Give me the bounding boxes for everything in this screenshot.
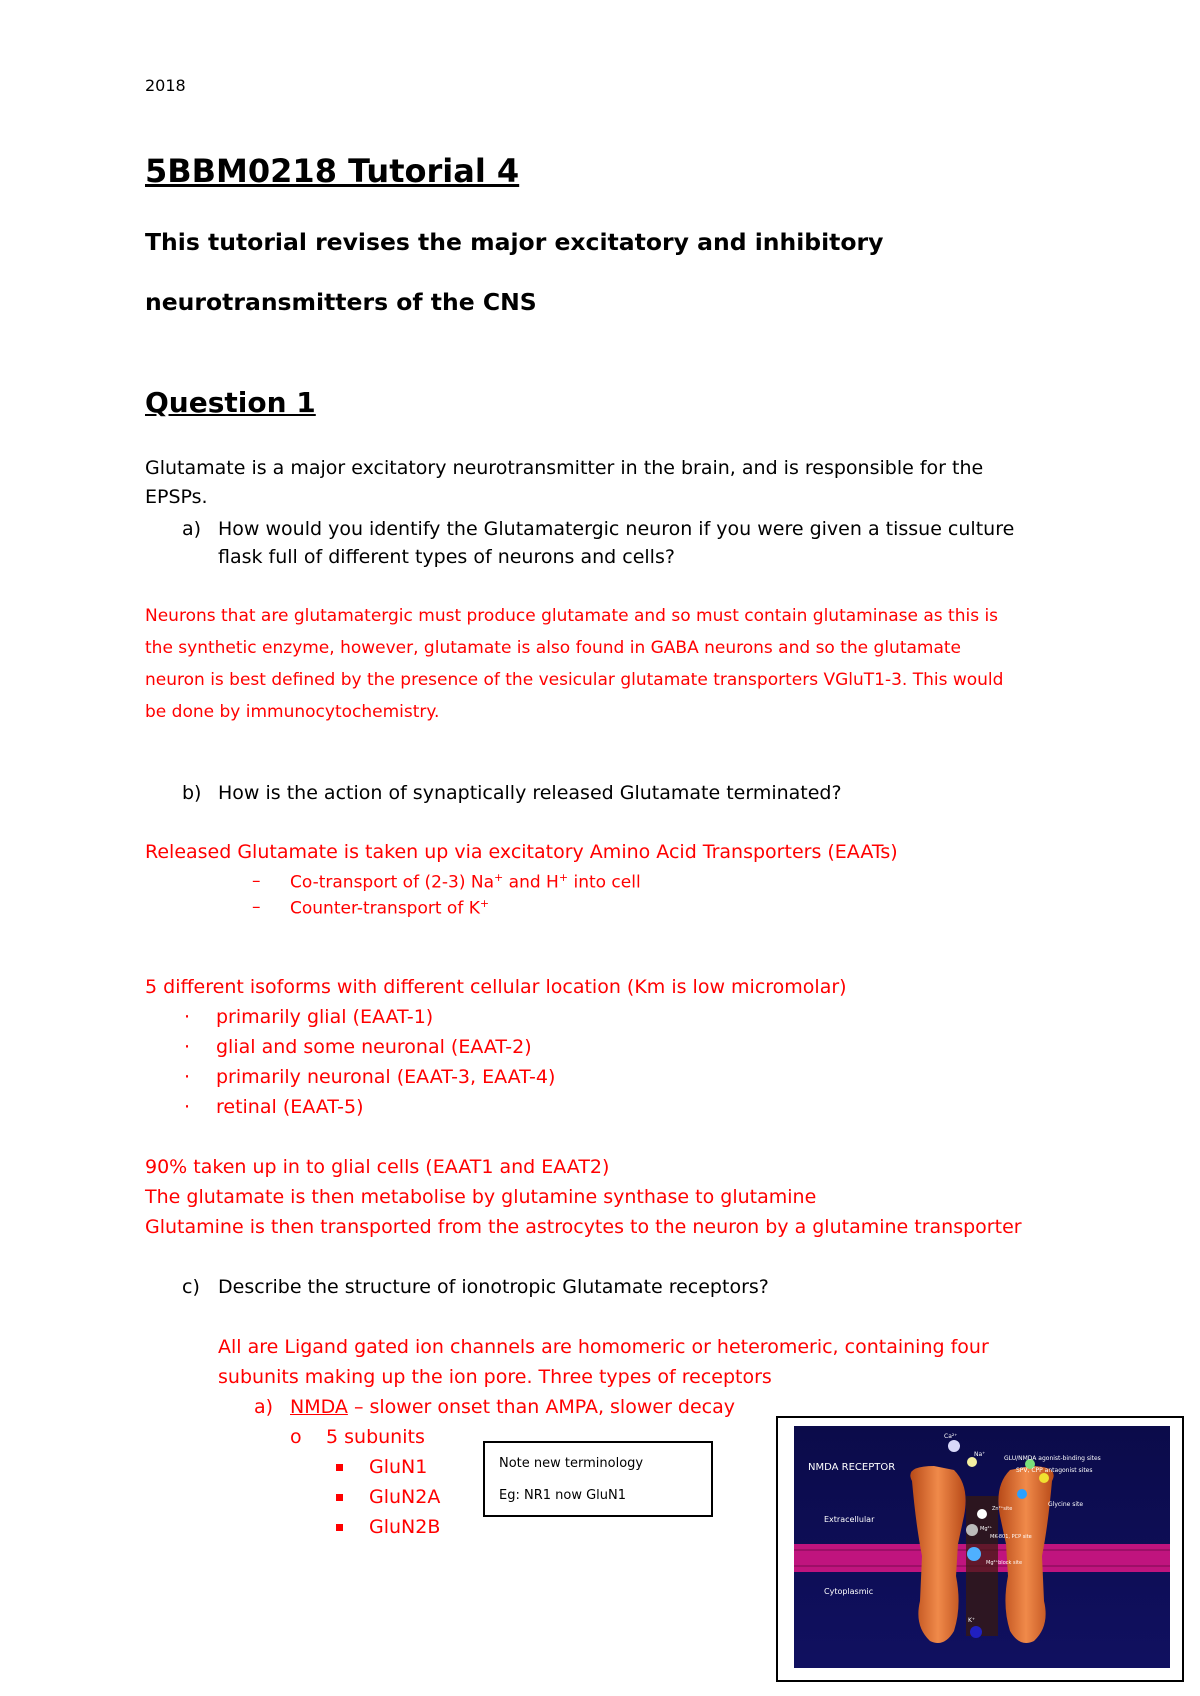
subunits-label: 5 subunits: [326, 1426, 425, 1448]
note-line2: Eg: NR1 now GluN1: [499, 1488, 627, 1503]
part-c-marker: c): [182, 1276, 200, 1298]
antagonist-site-icon: [1039, 1473, 1049, 1483]
subunit-item: GluN2B: [336, 1516, 440, 1538]
mg-label: Mg²⁺: [980, 1526, 993, 1532]
part-a-answer-line1: Neurons that are glutamatergic must produce glutamate and so must contain glutaminase as this is: [145, 606, 999, 626]
nmda-line: NMDA – slower onset than AMPA, slower decay: [290, 1396, 736, 1418]
glycine-site-label: Glycine site: [1048, 1501, 1084, 1508]
uptake-line2: The glutamate is then metabolise by glutamine synthase to glutamine: [145, 1186, 817, 1208]
part-a-answer-line2: the synthetic enzyme, however, glutamate is also found in GABA neurons and so the glutamate: [145, 638, 962, 658]
part-c-answer-line2: subunits making up the ion pore. Three types of receptors: [218, 1366, 772, 1388]
document-subtitle-line1: This tutorial revises the major excitatory and inhibitory: [145, 228, 884, 256]
isoform-item: · retinal (EAAT-5): [184, 1096, 364, 1118]
note-line1: Note new terminology: [499, 1456, 644, 1471]
ca-label: Ca²⁺: [944, 1433, 958, 1440]
nmda-receptor-diagram: [794, 1426, 1170, 1668]
k-ion-icon: [970, 1626, 982, 1638]
k-label: K⁺: [968, 1617, 976, 1624]
agonist-site-label: GLU/NMDA agonist-binding sites: [1004, 1455, 1101, 1462]
mk801-label: MK-801, PCP site: [990, 1534, 1032, 1540]
mg-block-icon: [967, 1547, 981, 1561]
nmda-marker: a): [254, 1396, 274, 1418]
isoform-item: · primarily glial (EAAT-1): [184, 1006, 434, 1028]
uptake-line1: 90% taken up in to glial cells (EAAT1 and EAAT2): [145, 1156, 610, 1178]
q1-intro-line2: EPSPs.: [145, 486, 208, 508]
nmda-receptor-figure: [776, 1416, 1184, 1682]
ca-ion-icon: [948, 1440, 960, 1452]
cytoplasmic-label: Cytoplasmic: [824, 1587, 874, 1596]
antagonist-site-label: SPV, CPP antagonist sites: [1016, 1467, 1093, 1474]
part-a-answer-line4: be done by immunocytochemistry.: [145, 702, 440, 722]
document-subtitle-line2: neurotransmitters of the CNS: [145, 288, 537, 316]
cotransport-line: Co-transport of (2-3) Na+ and H+ into cell: [290, 871, 641, 893]
part-c-answer-line1: All are Ligand gated ion channels are homomeric or heteromeric, containing four: [218, 1336, 989, 1358]
terminology-note-box: [483, 1441, 713, 1517]
glycine-site-icon: [1017, 1489, 1027, 1499]
isoform-item: · primarily neuronal (EAAT-3, EAAT-4): [184, 1066, 556, 1088]
q1-intro-line1: Glutamate is a major excitatory neurotransmitter in the brain, and is responsible for the: [145, 457, 984, 479]
question-1-heading: Question 1: [145, 386, 316, 419]
na-label: Na⁺: [974, 1451, 986, 1458]
countertransport-dash: –: [252, 897, 261, 917]
part-b-question: How is the action of synaptically released Glutamate terminated?: [218, 782, 842, 804]
part-b-answer-heading: Released Glutamate is taken up via excitatory Amino Acid Transporters (EAATs): [145, 841, 898, 863]
part-a-marker: a): [182, 518, 202, 540]
subunit-item: GluN1: [336, 1456, 427, 1478]
figure-title: NMDA RECEPTOR: [808, 1462, 896, 1473]
mg-block-label: Mg²⁺block site: [986, 1560, 1023, 1566]
part-a-question-line2: flask full of different types of neurons and cells?: [218, 546, 675, 568]
extracellular-label: Extracellular: [824, 1515, 875, 1524]
o-marker: o: [290, 1426, 302, 1448]
part-b-marker: b): [182, 782, 202, 804]
mg-ion-icon: [966, 1524, 978, 1536]
zn-label: Zn²⁺site: [992, 1506, 1013, 1512]
na-ion-icon: [967, 1457, 977, 1467]
countertransport-line: Counter-transport of K+: [290, 897, 490, 919]
part-a-question-line1: How would you identify the Glutamatergic neuron if you were given a tissue culture: [218, 518, 1015, 540]
cotransport-dash: –: [252, 871, 261, 891]
subunit-item: GluN2A: [336, 1486, 440, 1508]
uptake-line3: Glutamine is then transported from the astrocytes to the neuron by a glutamine transporter: [145, 1216, 1022, 1238]
header-year: 2018: [145, 76, 186, 95]
document-title: 5BBM0218 Tutorial 4: [145, 152, 520, 190]
zn-site-icon: [977, 1509, 987, 1519]
part-a-answer-line3: neuron is best defined by the presence of the vesicular glutamate transporters VGluT1-3. This would: [145, 670, 1004, 690]
part-c-question: Describe the structure of ionotropic Glutamate receptors?: [218, 1276, 769, 1298]
isoforms-heading: 5 different isoforms with different cellular location (Km is low micromolar): [145, 976, 847, 998]
isoform-item: · glial and some neuronal (EAAT-2): [184, 1036, 532, 1058]
